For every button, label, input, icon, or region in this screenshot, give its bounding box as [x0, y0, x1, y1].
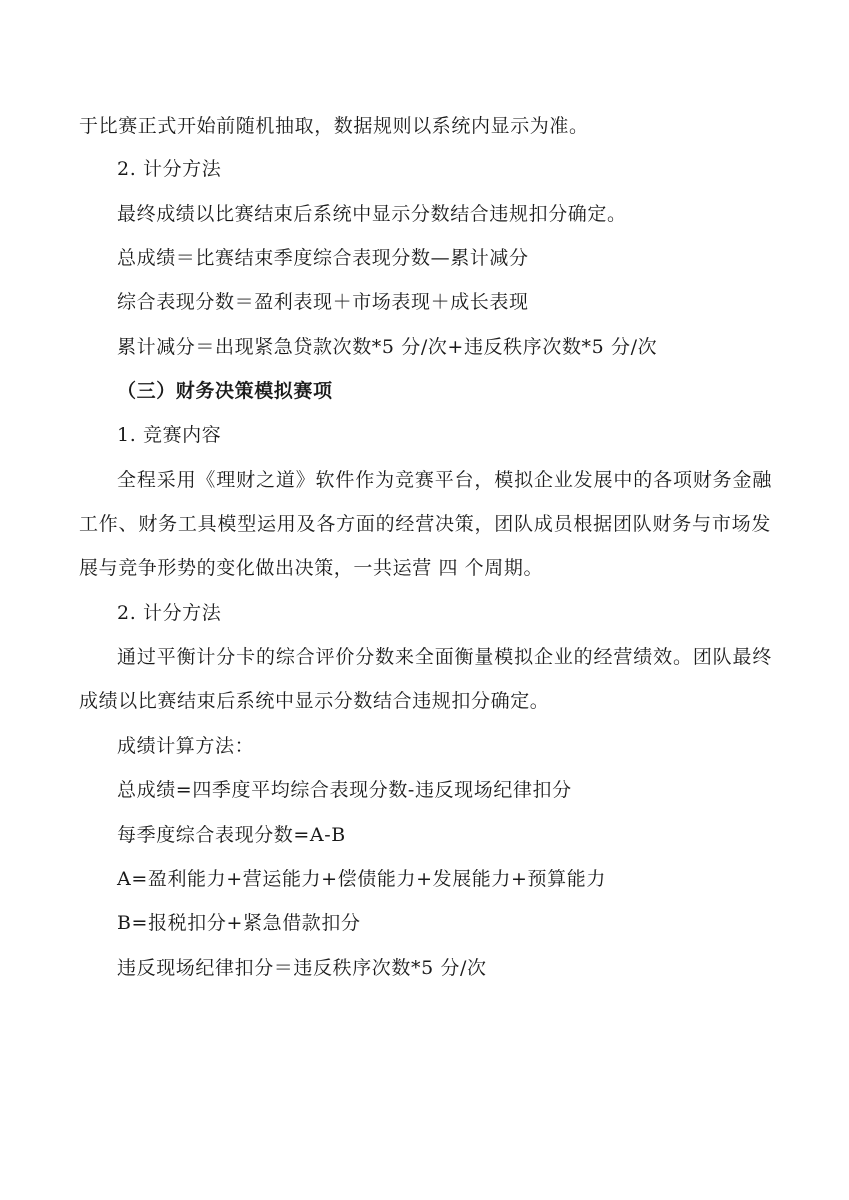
section-heading-financial-decision: （三）财务决策模拟赛项 — [117, 380, 333, 402]
heading-scoring-method-1: 2. 计分方法 — [117, 158, 222, 180]
paragraph-content-line-3: 展与竞争形势的变化做出决策，一共运营 四 个周期。 — [79, 557, 544, 579]
paragraph-balanced-scorecard-2: 成绩以比赛结束后系统中显示分数结合违规扣分确定。 — [79, 690, 550, 712]
paragraph-line-random-draw: 于比赛正式开始前随机抽取，数据规则以系统内显示为准。 — [79, 115, 589, 137]
formula-composite-score: 综合表现分数＝盈利表现＋市场表现＋成长表现 — [117, 291, 529, 313]
paragraph-content-line-2: 工作、财务工具模型运用及各方面的经营决策，团队成员根据团队财务与市场发 — [79, 513, 771, 535]
heading-competition-content: 1. 竞赛内容 — [117, 424, 222, 446]
formula-b-definition: B=报税扣分+紧急借款扣分 — [117, 912, 361, 934]
paragraph-final-score-1: 最终成绩以比赛结束后系统中显示分数结合违规扣分确定。 — [117, 203, 627, 225]
formula-total-score-2: 总成绩=四季度平均综合表现分数-违反现场纪律扣分 — [117, 779, 572, 801]
heading-scoring-method-2: 2. 计分方法 — [117, 602, 222, 624]
formula-cumulative-deduction: 累计减分＝出现紧急贷款次数*5 分/次+违反秩序次数*5 分/次 — [117, 336, 658, 358]
formula-a-definition: A=盈利能力+营运能力+偿债能力+发展能力+预算能力 — [117, 868, 606, 890]
formula-total-score-1: 总成绩＝比赛结束季度综合表现分数—累计减分 — [117, 247, 529, 269]
paragraph-balanced-scorecard-1: 通过平衡计分卡的综合评价分数来全面衡量模拟企业的经营绩效。团队最终 — [117, 646, 772, 668]
paragraph-content-line-1: 全程采用《理财之道》软件作为竞赛平台，模拟企业发展中的各项财务金融 — [117, 469, 772, 491]
heading-score-calculation: 成绩计算方法： — [117, 735, 255, 757]
formula-discipline-deduction: 违反现场纪律扣分＝违反秩序次数*5 分/次 — [117, 957, 487, 979]
formula-quarterly-score: 每季度综合表现分数=A-B — [117, 824, 346, 846]
